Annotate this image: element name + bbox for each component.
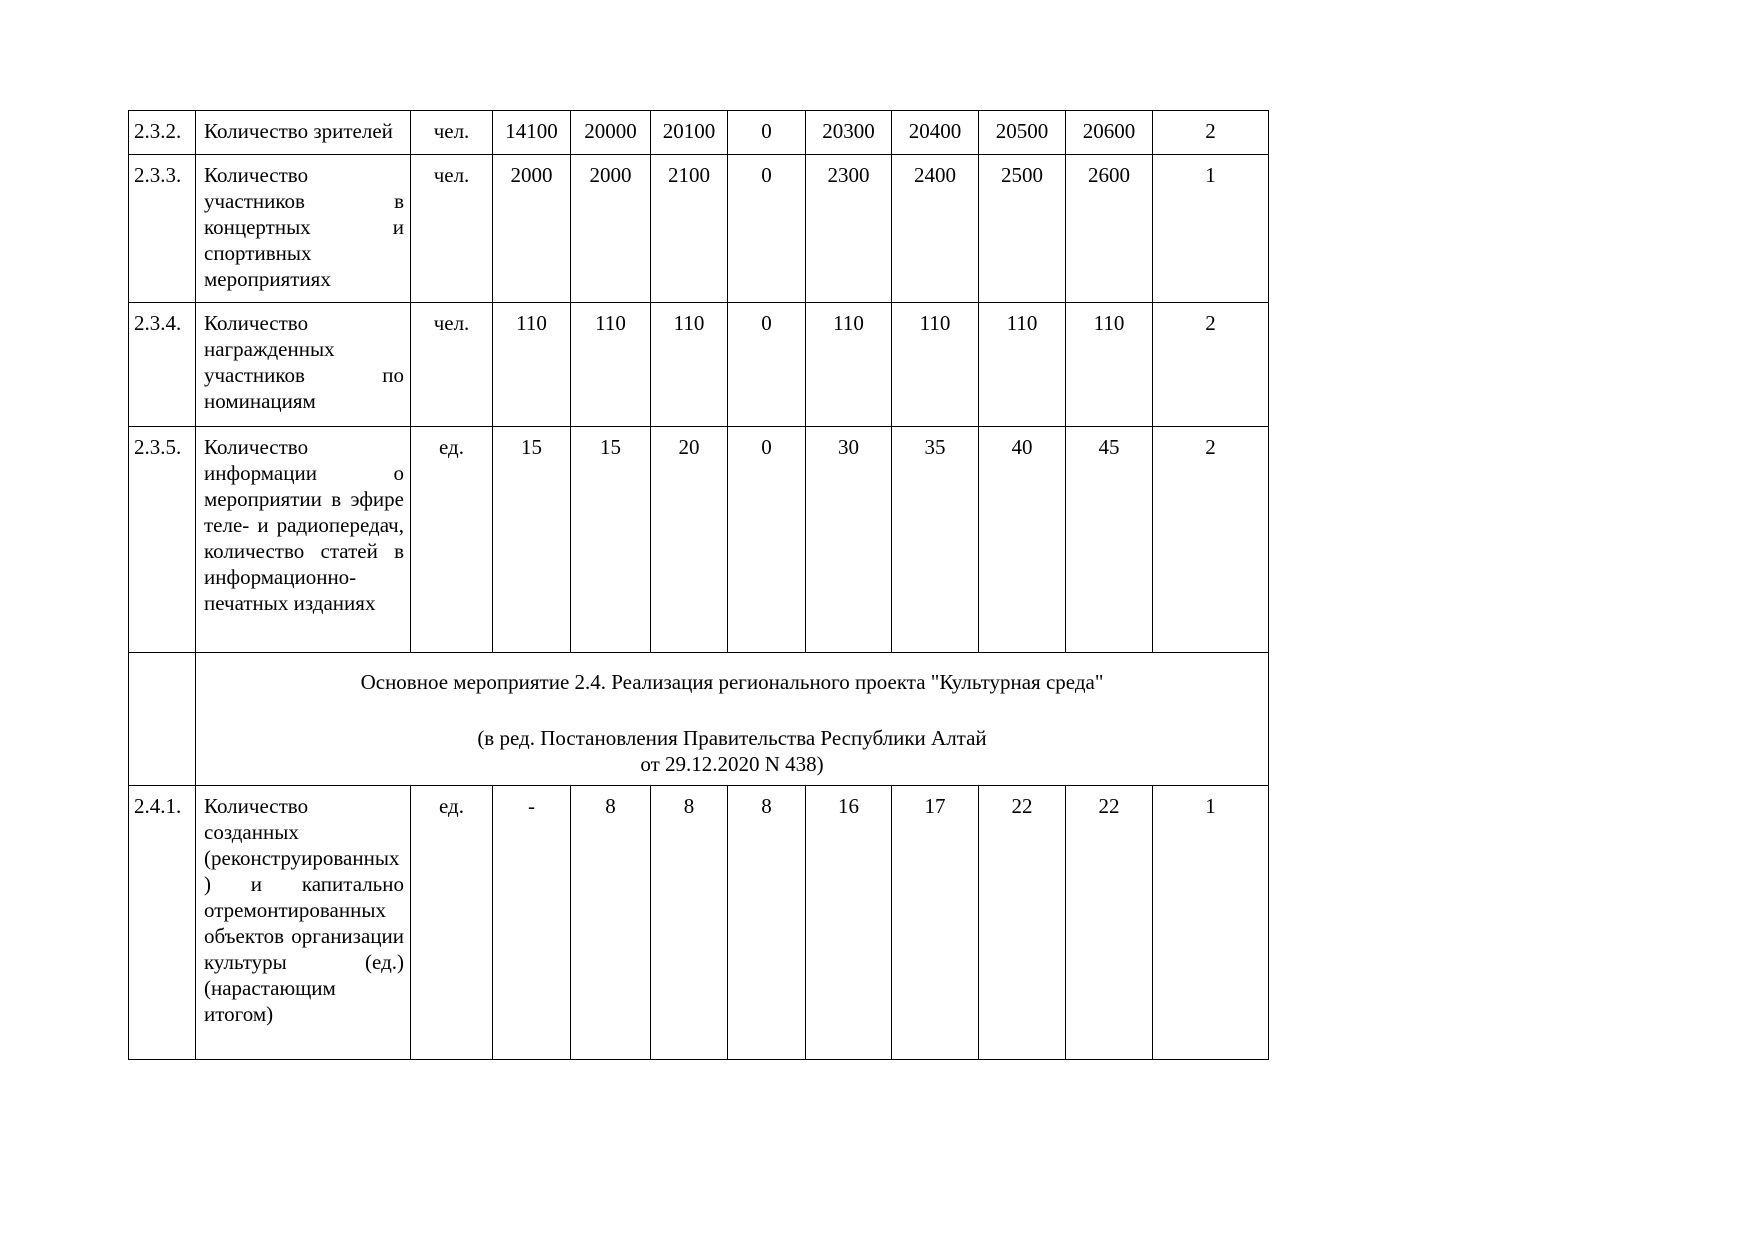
- unit-cell: чел.: [411, 111, 493, 155]
- value-cell: 16: [806, 786, 892, 1060]
- value-cell: 110: [892, 303, 979, 427]
- value-cell: 110: [651, 303, 728, 427]
- value-cell: 2: [1153, 111, 1269, 155]
- value-cell: 2000: [571, 155, 651, 303]
- value-cell: 22: [979, 786, 1066, 1060]
- value-cell: 2300: [806, 155, 892, 303]
- section-row: [129, 653, 1269, 786]
- value-cell: 2500: [979, 155, 1066, 303]
- indicators-table: [128, 110, 1269, 1060]
- row-number: 2.3.4.: [129, 303, 196, 427]
- table-row: [129, 303, 1269, 427]
- value-cell: 22: [1066, 786, 1153, 1060]
- value-cell: 8: [651, 786, 728, 1060]
- row-number: 2.3.2.: [129, 111, 196, 155]
- table-row: [129, 427, 1269, 653]
- value-cell: 1: [1153, 786, 1269, 1060]
- value-cell: 110: [493, 303, 571, 427]
- row-number: 2.3.5.: [129, 427, 196, 653]
- value-cell: 15: [571, 427, 651, 653]
- value-cell: 8: [571, 786, 651, 1060]
- value-cell: 14100: [493, 111, 571, 155]
- value-cell: 40: [979, 427, 1066, 653]
- value-cell: 0: [728, 155, 806, 303]
- value-cell: 20100: [651, 111, 728, 155]
- value-cell: 2: [1153, 303, 1269, 427]
- indicator-name: Количество зрителей: [196, 111, 411, 155]
- value-cell: 2600: [1066, 155, 1153, 303]
- value-cell: 2100: [651, 155, 728, 303]
- value-cell: 20500: [979, 111, 1066, 155]
- value-cell: 2000: [493, 155, 571, 303]
- value-cell: 2: [1153, 427, 1269, 653]
- value-cell: 20000: [571, 111, 651, 155]
- section-note-line2: от 29.12.2020 N 438): [640, 752, 824, 776]
- value-cell: 0: [728, 303, 806, 427]
- unit-cell: ед.: [411, 427, 493, 653]
- value-cell: 20: [651, 427, 728, 653]
- section-note-line1: (в ред. Постановления Правительства Республики Алтай: [477, 726, 987, 750]
- value-cell: 2400: [892, 155, 979, 303]
- indicator-name: Количество награжденных участников по номинациям: [196, 303, 411, 427]
- row-number: 2.4.1.: [129, 786, 196, 1060]
- value-cell: 20400: [892, 111, 979, 155]
- row-number: 2.3.3.: [129, 155, 196, 303]
- table-row: [129, 111, 1269, 155]
- unit-cell: ед.: [411, 786, 493, 1060]
- value-cell: 110: [979, 303, 1066, 427]
- value-cell: 1: [1153, 155, 1269, 303]
- value-cell: -: [493, 786, 571, 1060]
- indicator-name: Количество информации о мероприятии в эфире теле- и радиопередач, количество статей в информационно-печатных изданиях: [196, 427, 411, 653]
- value-cell: 110: [571, 303, 651, 427]
- section-header-cell: [196, 653, 1269, 786]
- indicator-name: Количество созданных (реконструированных) и капитально отремонтированных объектов организации культуры (ед.) (нарастающим итогом): [196, 786, 411, 1060]
- value-cell: 30: [806, 427, 892, 653]
- value-cell: 8: [728, 786, 806, 1060]
- value-cell: 15: [493, 427, 571, 653]
- value-cell: 45: [1066, 427, 1153, 653]
- value-cell: 20600: [1066, 111, 1153, 155]
- section-row-number-cell: [129, 653, 196, 786]
- unit-cell: чел.: [411, 155, 493, 303]
- indicator-name: Количество участников в концертных и спортивных мероприятиях: [196, 155, 411, 303]
- value-cell: 20300: [806, 111, 892, 155]
- unit-cell: чел.: [411, 303, 493, 427]
- value-cell: 35: [892, 427, 979, 653]
- value-cell: 17: [892, 786, 979, 1060]
- value-cell: 0: [728, 111, 806, 155]
- value-cell: 0: [728, 427, 806, 653]
- table-row: [129, 155, 1269, 303]
- section-title: Основное мероприятие 2.4. Реализация регионального проекта "Культурная среда": [360, 670, 1104, 694]
- value-cell: 110: [806, 303, 892, 427]
- value-cell: 110: [1066, 303, 1153, 427]
- table-row: [129, 786, 1269, 1060]
